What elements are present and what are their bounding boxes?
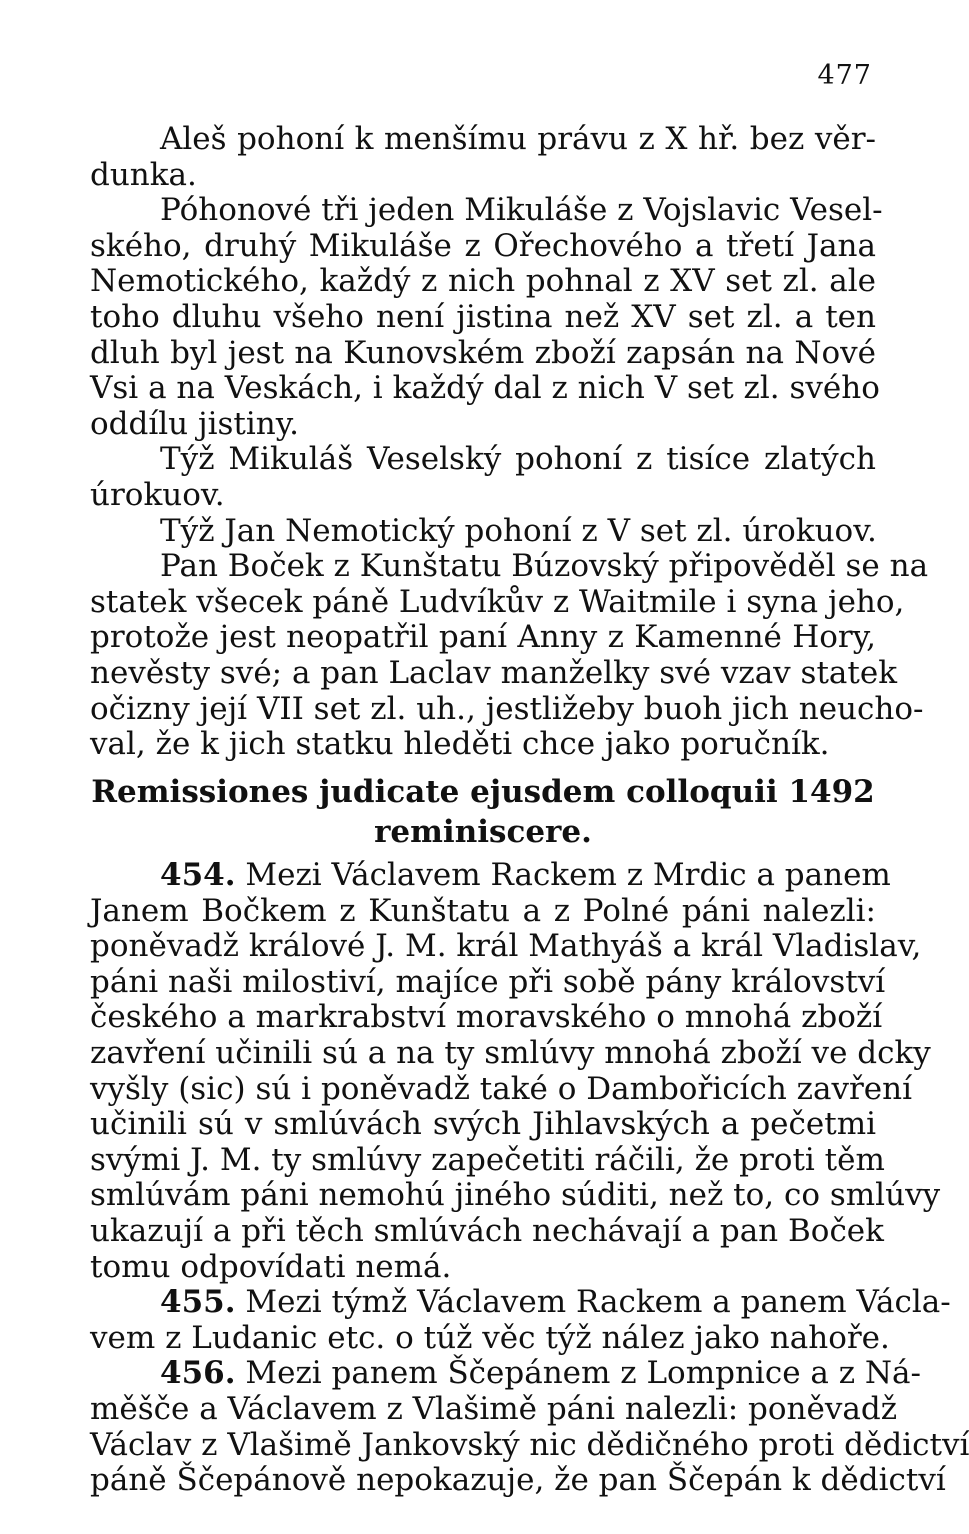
text-line xyxy=(90,1212,884,1250)
text-block-first xyxy=(90,121,929,763)
text-line xyxy=(90,583,905,621)
text-line xyxy=(90,1284,951,1321)
text-line xyxy=(90,857,891,894)
line-text: Pan Boček z Kunštatu Búzovský připověděl se na xyxy=(160,548,929,585)
text-line xyxy=(90,1390,898,1428)
line-text: vem z Ludanic etc. o túž věc týž nález jako nahoře. xyxy=(90,1319,890,1356)
text-line xyxy=(90,690,924,728)
text-line xyxy=(90,620,876,656)
line-text: toho dluhu všeho není jistina než XV set zl. a ten xyxy=(90,298,876,335)
paragraph-number: 455. xyxy=(160,1284,236,1321)
line-text: Nemotického, každý z nich pohnal z XV set zl. ale xyxy=(90,263,876,300)
line-text: ského, druhý Mikuláše z Ořechového a třetí Jana xyxy=(90,227,876,264)
line-text: českého a markrabství moravského o mnohá zboží xyxy=(90,999,883,1036)
text-line xyxy=(90,407,876,443)
line-text: val, že k jich statku hleděti chce jako poručník. xyxy=(90,726,830,763)
line-text: statek všecek páně Ludvíkův z Waitmile i syna jeho, xyxy=(90,583,905,620)
line-text: Aleš pohoní k menšímu právu z X hř. bez věr- xyxy=(160,121,876,157)
text-line xyxy=(90,300,876,336)
text-line xyxy=(90,1070,913,1108)
text-block-second xyxy=(90,857,969,1499)
line-text: Póhonové tři jeden Mikuláše z Vojslavic Vesel- xyxy=(160,192,883,229)
text-line xyxy=(90,1141,885,1179)
text-line xyxy=(90,1250,876,1286)
section-heading xyxy=(90,772,876,852)
line-text: Týž Jan Nemotický pohoní z V set zl. úrokuov. xyxy=(160,512,877,549)
text-line xyxy=(90,963,886,1001)
text-line xyxy=(90,548,929,585)
paragraph-number: 454. xyxy=(160,857,236,893)
line-text: Václav z Vlašimě Jankovský nic dědičného proti dědictví xyxy=(90,1426,969,1463)
text-line xyxy=(90,478,876,514)
text-line xyxy=(90,727,876,763)
text-line xyxy=(90,229,876,265)
text-line xyxy=(90,192,883,229)
line-text: měšče a Václavem z Vlašimě páni nalezli: poněvadž xyxy=(90,1390,898,1427)
line-text: zavření učinili sú a na ty smlúvy mnohá zboží ve dcky xyxy=(90,1034,931,1071)
line-text: smlúvám páni nemohú jiného súditi, než to, co smlúvy xyxy=(90,1177,941,1214)
text-line xyxy=(90,654,897,692)
line-text: páni naši milostiví, majíce při sobě pány království xyxy=(90,963,886,1000)
text-line xyxy=(90,1426,969,1464)
line-text: očizny její VII set zl. uh., jestližeby buoh jich neucho- xyxy=(90,690,924,727)
line-text: Mezi panem Ščepánem z Lompnice a z Ná- xyxy=(235,1355,921,1392)
line-text: dunka. xyxy=(90,156,197,193)
line-text: ukazují a při těch smlúvách nechávají a pan Boček xyxy=(90,1212,884,1249)
text-line xyxy=(90,1462,946,1499)
line-text: svými J. M. ty smlúvy zapečetiti ráčili, že proti těm xyxy=(90,1141,885,1178)
line-text: Týž Mikuláš Veselský pohoní z tisíce zlatých xyxy=(160,441,876,478)
text-line xyxy=(90,158,876,194)
line-text: tomu odpovídati nemá. xyxy=(90,1248,452,1285)
text-line xyxy=(90,264,876,300)
text-line xyxy=(90,370,880,407)
line-text: Mezi Václavem Rackem z Mrdic a panem xyxy=(235,857,891,893)
page-number: 477 xyxy=(817,60,872,91)
text-line xyxy=(90,894,876,930)
section-heading-line-1: Remissiones judicate ejusdem colloquii 1492 xyxy=(91,774,875,810)
text-line xyxy=(90,1107,876,1143)
line-text: oddílu jistiny. xyxy=(90,405,300,442)
text-line xyxy=(90,336,876,372)
text-line xyxy=(90,442,876,478)
section-heading-line-2: reminiscere. xyxy=(374,814,592,850)
line-text: úrokuov. xyxy=(90,476,225,513)
line-text: protože jest neopatřil paní Anny z Kamenné Hory, xyxy=(90,619,876,656)
line-text: Vsi a na Veskách, i každý dal z nich V set zl. svého xyxy=(90,370,880,407)
text-line xyxy=(90,1319,890,1357)
line-text: páně Ščepánově nepokazuje, že pan Ščepán k dědictví xyxy=(90,1462,946,1499)
text-line xyxy=(90,1355,921,1392)
line-text: učinili sú v smlúvách svých Jihlavských a pečetmi xyxy=(90,1106,876,1143)
paragraph-number: 456. xyxy=(160,1355,236,1392)
text-line xyxy=(90,999,883,1036)
text-line xyxy=(90,122,876,158)
text-line xyxy=(90,1034,931,1072)
line-text: dluh byl jest na Kunovském zboží zapsán na Nové xyxy=(90,334,876,371)
line-text: Janem Bočkem z Kunštatu a z Polné páni nalezli: xyxy=(90,892,876,929)
line-text: Mezi týmž Václavem Rackem a panem Václa- xyxy=(235,1284,951,1321)
line-text: vyšly (sic) sú i poněvadž také o Dambořicích zavření xyxy=(90,1070,913,1107)
line-text: nevěsty své; a pan Laclav manželky své vzav statek xyxy=(90,654,897,691)
line-text: poněvadž králové J. M. král Mathyáš a král Vladislav, xyxy=(90,928,922,965)
text-line xyxy=(90,1177,941,1214)
text-line xyxy=(90,514,876,550)
text-line xyxy=(90,928,922,965)
